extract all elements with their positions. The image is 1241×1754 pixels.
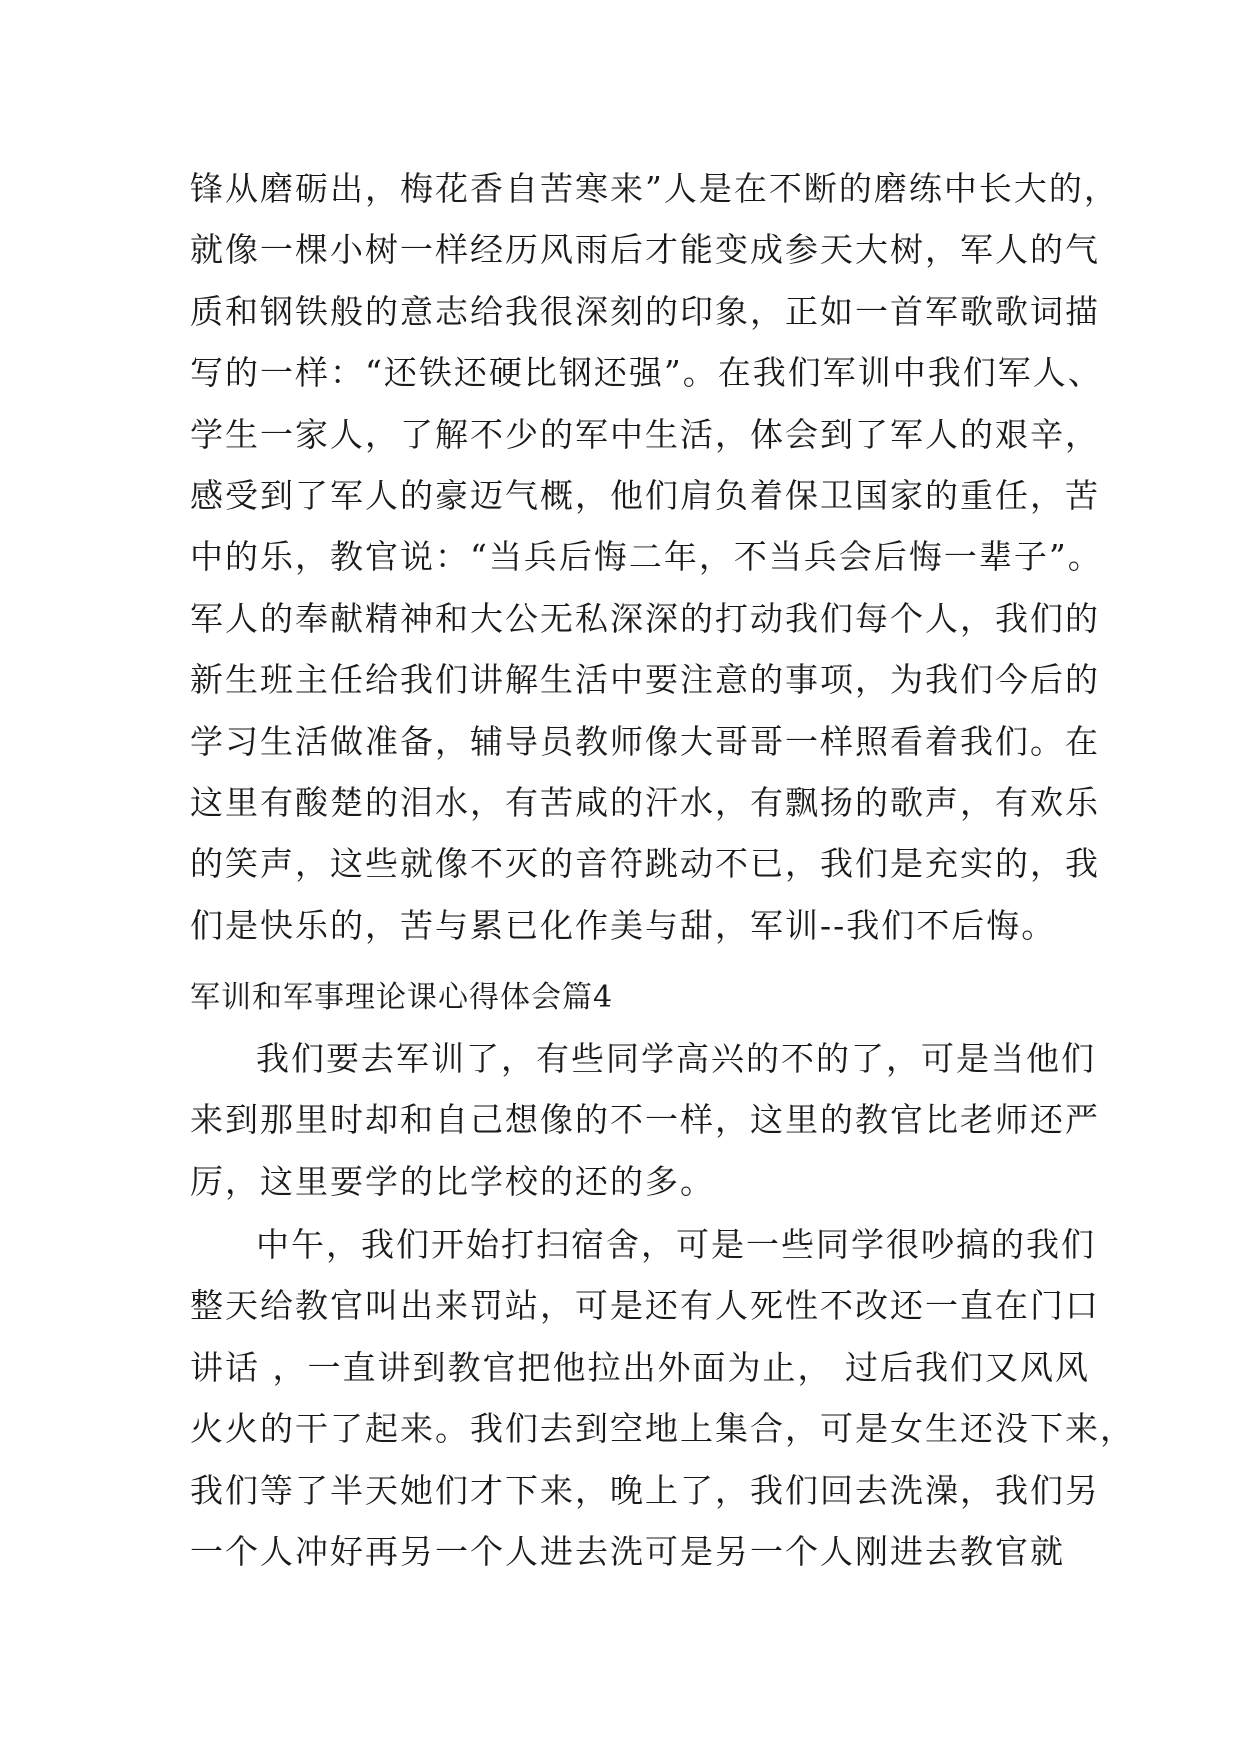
- paragraph-1: [190, 158, 1119, 956]
- text-line: 整天给教官叫出来罚站，可是还有人死性不改还一直在门口: [190, 1286, 1100, 1326]
- text-line: 这里有酸楚的泪水，有苦咸的汗水，有飘扬的歌声，有欢乐: [190, 782, 1100, 822]
- text-line: 讲话 ，一直讲到教官把他拉出外面为止， 过后我们又风风: [190, 1347, 1090, 1387]
- text-line: 写的一样：“还铁还硬比钢还强”。在我们军训中我们军人、: [190, 353, 1103, 393]
- text-line: 军人的奉献精神和大公无私深深的打动我们每个人，我们的: [190, 598, 1100, 638]
- text-line: 火火的干了起来。我们去到空地上集合，可是女生还没下来，: [190, 1409, 1135, 1449]
- text-line: 中午，我们开始打扫宿舍，可是一些同学很吵搞的我们: [256, 1225, 1096, 1264]
- text-line: 感受到了军人的豪迈气概，他们肩负着保卫国家的重任，苦: [190, 475, 1100, 515]
- text-line: 新生班主任给我们讲解生活中要注意的事项，为我们今后的: [190, 660, 1100, 700]
- section-heading: 军训和军事理论课心得体会篇4: [190, 980, 614, 1015]
- text-line: 学习生活做准备，辅导员教师像大哥哥一样照看着我们。在: [190, 721, 1100, 761]
- text-line: 厉，这里要学的比学校的还的多。: [190, 1161, 715, 1201]
- text-line: 中的乐，教官说：“当兵后悔二年，不当兵会后悔一辈子”。: [190, 537, 1103, 577]
- text-line: 的笑声，这些就像不灭的音符跳动不已，我们是充实的，我: [190, 844, 1100, 884]
- text-line: 一个人冲好再另一个人进去洗可是另一个人刚进去教官就: [190, 1531, 1065, 1571]
- paragraph-3: [190, 1214, 1135, 1582]
- text-line: 就像一棵小树一样经历风雨后才能变成参天大树，军人的气: [190, 230, 1100, 270]
- text-line: 来到那里时却和自己想像的不一样，这里的教官比老师还严: [190, 1100, 1100, 1140]
- text-line: 们是快乐的，苦与累已化作美与甜，军训--我们不后悔。: [190, 905, 1057, 945]
- text-line: 我们等了半天她们才下来，晚上了，我们回去洗澡，我们另: [190, 1470, 1100, 1510]
- text-line: 学生一家人，了解不少的军中生活，体会到了军人的艰辛，: [190, 414, 1100, 454]
- paragraph-2: [190, 1028, 1100, 1212]
- text-line: 我们要去军训了，有些同学高兴的不的了，可是当他们: [256, 1039, 1096, 1078]
- text-line: 锋从磨砺出，梅花香自苦寒来”人是在不断的磨练中长大的，: [190, 169, 1119, 208]
- text-line: 质和钢铁般的意志给我很深刻的印象，正如一首军歌歌词描: [190, 291, 1100, 331]
